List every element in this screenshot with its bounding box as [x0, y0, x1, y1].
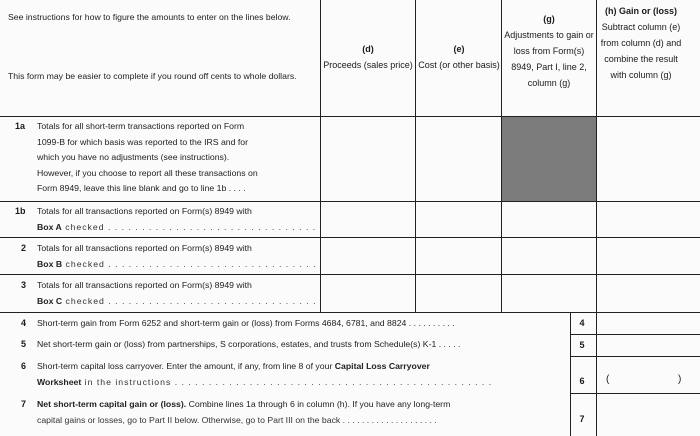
input-2-d[interactable]: [321, 238, 415, 274]
grid-line: [570, 312, 571, 436]
input-4-h[interactable]: [597, 313, 700, 334]
row-7-line-1-bold: Net short-term capital gain or (loss).: [37, 399, 187, 409]
row-4-number: 4: [21, 318, 27, 328]
row-1b-description: [37, 204, 319, 235]
row-1a-line-1: Totals for all short-term transactions reported on Form: [37, 121, 245, 131]
column-d-header: [322, 41, 414, 73]
input-1a-h[interactable]: [597, 117, 700, 201]
row-1a-description: [37, 119, 319, 197]
input-1a-e[interactable]: [416, 117, 501, 201]
grid-line: [320, 0, 321, 117]
input-6-h[interactable]: [597, 357, 700, 393]
row-1b-line-2: [37, 220, 319, 236]
row-7-line-2: capital gains or losses, go to Part II below. Otherwise, go to Part III on the back . . . . . . . . . . . . . . . . . . . .: [37, 414, 437, 425]
input-2-h[interactable]: [597, 238, 700, 274]
row-4-description: Short-term gain from Form 6252 and short-term gain or (loss) from Forms 4684, 6781, and 8824 . . . . . . . . . .: [37, 318, 455, 328]
input-1b-e[interactable]: [416, 202, 501, 237]
row-7-number: 7: [21, 399, 27, 409]
column-d-letter: (d): [362, 44, 374, 54]
row-1a-line-3: which you have no adjustments (see instructions).: [37, 152, 230, 163]
column-h-header: [598, 3, 684, 83]
row-2-leader: checked . . . . . . . . . . . . . . . . . . . . . . . . . . . . . . .: [62, 258, 317, 269]
column-g-text: Adjustments to gain or loss from Form(s) 8949, Part I, line 2, column (g): [504, 30, 594, 88]
column-e-letter: (e): [453, 44, 465, 54]
column-d-text: Proceeds (sales price): [323, 60, 413, 70]
row-7-line-1-text: Combine lines 1a through 6 in column (h). If you have any long-term: [186, 399, 451, 409]
input-3-h[interactable]: [597, 275, 700, 312]
column-e-text: Cost (or other basis): [418, 60, 500, 70]
row-3-number: 3: [21, 280, 27, 290]
input-5-h[interactable]: [597, 335, 700, 356]
input-1a-d[interactable]: [321, 117, 415, 201]
instructions-bottom: This form may be easier to complete if you round off cents to whole dollars.: [8, 71, 297, 81]
column-e-header: [417, 41, 501, 73]
column-h-letter: (h) Gain or (loss): [605, 6, 677, 16]
row-6-line-2-bold: Worksheet: [37, 376, 82, 387]
row-2-box-label: Box B: [37, 258, 63, 269]
input-1b-h[interactable]: [597, 202, 700, 237]
input-3-d[interactable]: [321, 275, 415, 312]
row-1b-leader: checked . . . . . . . . . . . . . . . . . . . . . . . . . . . . . . .: [61, 221, 317, 232]
row-1b-line-1: Totals for all transactions reported on Form(s) 8949 with: [37, 206, 252, 216]
row-5-box-number: 5: [579, 340, 585, 350]
row-2-line-1: Totals for all transactions reported on Form(s) 8949 with: [37, 243, 252, 253]
row-6-line-1-bold: Capital Loss Carryover: [334, 361, 430, 371]
row-1a-line-2: 1099-B for which basis was reported to the IRS and for: [37, 136, 249, 147]
input-1b-g[interactable]: [502, 202, 596, 237]
row-6-leader: in the instructions . . . . . . . . . . . . . . . . . . . . . . . . . . . . . . . . . . . . . . . . . . . . . . .: [81, 376, 493, 387]
row-1a-number: 1a: [15, 121, 26, 131]
row-1b-number: 1b: [15, 206, 26, 216]
input-1b-d[interactable]: [321, 202, 415, 237]
row-6-close-paren: ): [678, 374, 682, 385]
row-2-line-2: [37, 257, 319, 273]
row-3-box-label: Box C: [37, 295, 63, 306]
column-h-text: Subtract column (e) from column (d) and combine the result with column (g): [600, 22, 682, 80]
row-6-number: 6: [21, 361, 27, 371]
grid-line: [0, 312, 700, 313]
column-g-header: [503, 11, 595, 91]
input-3-e[interactable]: [416, 275, 501, 312]
row-2-description: [37, 241, 319, 272]
row-6-description: [37, 359, 567, 390]
row-1b-box-label: Box A: [37, 221, 62, 232]
row-1a-line-5: Form 8949, leave this line blank and go to line 1b . . . .: [37, 183, 246, 194]
input-7-h[interactable]: [597, 394, 700, 436]
row-3-description: [37, 278, 319, 309]
instructions-top: See instructions for how to figure the amounts to enter on the lines below.: [8, 12, 291, 22]
input-3-g[interactable]: [502, 275, 596, 312]
row-3-line-1: Totals for all transactions reported on Form(s) 8949 with: [37, 280, 252, 290]
row-2-number: 2: [21, 243, 27, 253]
row-3-line-2: [37, 294, 319, 310]
shaded-cell-1a-g: [502, 117, 596, 201]
row-4-box-number: 4: [579, 318, 585, 328]
row-6-line-1-text: Short-term capital loss carryover. Enter the amount, if any, from line 8 of your: [37, 361, 335, 371]
row-3-leader: checked . . . . . . . . . . . . . . . . . . . . . . . . . . . . . . .: [62, 295, 317, 306]
row-6-box-number: 6: [579, 376, 585, 386]
row-1a-line-4: However, if you choose to report all these transactions on: [37, 167, 258, 178]
input-2-e[interactable]: [416, 238, 501, 274]
row-7-box-number: 7: [579, 414, 585, 424]
row-6-open-paren: (: [606, 374, 610, 385]
row-6-line-2: [37, 375, 567, 391]
row-6-line-1: [37, 359, 567, 375]
row-7-description: [37, 397, 567, 428]
row-5-description: Net short-term gain or (loss) from partnerships, S corporations, estates, and trusts from Schedule(s) K-1 . . . . .: [37, 339, 461, 349]
row-7-line-1: [37, 397, 567, 413]
input-2-g[interactable]: [502, 238, 596, 274]
column-g-letter: (g): [543, 14, 555, 24]
row-5-number: 5: [21, 339, 27, 349]
